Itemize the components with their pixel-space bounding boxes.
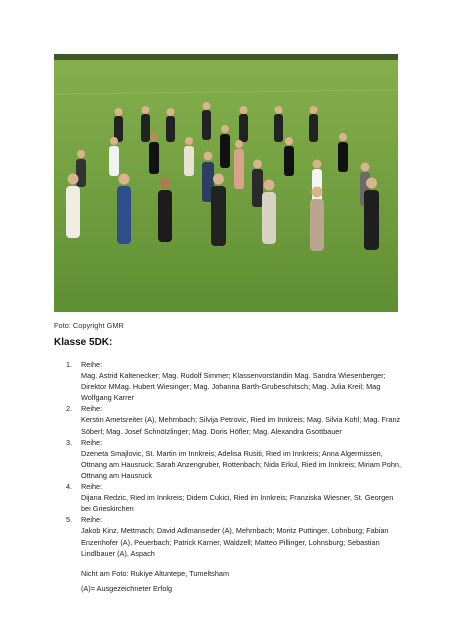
row-names: Mag. Astrid Kaltenecker; Mag. Rudolf Simmer; Klassenvorständin Mag. Sandra Wiesenberger; Direktor MMag. Hubert Wiesinger; Mag. Johanna Barth-Grubeschitsch; Mag. Julia Kreil; Mag Wolfgang Karrer xyxy=(81,371,386,403)
row-label: Reihe: xyxy=(81,404,103,414)
row-number: 3. xyxy=(66,437,73,447)
row-number: 1. xyxy=(66,360,73,369)
row-label: Reihe: xyxy=(81,482,103,492)
row-number: 5. xyxy=(66,515,73,525)
legend-note: (A)= Ausgezeichneter Erfolg xyxy=(81,584,173,593)
group-photo xyxy=(54,54,398,312)
list-item xyxy=(66,514,401,558)
photo-caption: Foto: Copyright GMR xyxy=(54,321,124,330)
row-label: Reihe: xyxy=(81,360,103,369)
row-names: Kerstin Ametsreiter (A), Mehrnbach; Silvija Petrovic, Ried im Innkreis; Mag. Silvia Kohl; Mag. Franz Söberl; Mag. Josef Schnötzlinger; Mag. Doris Höfler; Mag. Alexandra Gsottbauer xyxy=(81,415,401,436)
list-item xyxy=(66,437,401,481)
list-item xyxy=(66,359,401,403)
row-label: Reihe: xyxy=(81,437,103,447)
row-names: Dzeneta Smajlovic, St. Martin im Innkreis; Adelisa Rusiti, Ried im Innkreis; Anna Algermissen, Ottnang am Hausruck; Sarah Anzengruber, Rottenbach; Nida Erkul, Ried im Innkreis; Miriam Pohn, Ottnang am Hausruck xyxy=(81,448,401,480)
not-in-photo-note: Nicht am Foto: Rukiye Altuntepe, Tumeltsham xyxy=(81,569,230,578)
list-item xyxy=(66,403,401,436)
list-item xyxy=(66,481,401,514)
class-heading: Klasse 5DK: xyxy=(54,337,113,348)
row-names: Jakob Kinz, Mettmach; David Adlmanseder (A), Mehrnbach; Moritz Puttinger, Lohnburg; Fabian Enzenhofer (A), Peuerbach; Patrick Karner, Waldzell; Matteo Pillinger, Lohnsburg; Sebastian Lindlbauer (A), Aspach xyxy=(81,526,389,558)
row-number: 2. xyxy=(66,404,73,414)
row-number: 4. xyxy=(66,482,73,492)
row-label: Reihe: xyxy=(81,515,103,525)
row-names: Dijana Redzic, Ried im Innkreis; Didem Cukici, Ried im Innkreis; Franziska Wiesner, St. Georgen bei Grieskirchen xyxy=(81,493,394,514)
row-list xyxy=(66,359,401,559)
